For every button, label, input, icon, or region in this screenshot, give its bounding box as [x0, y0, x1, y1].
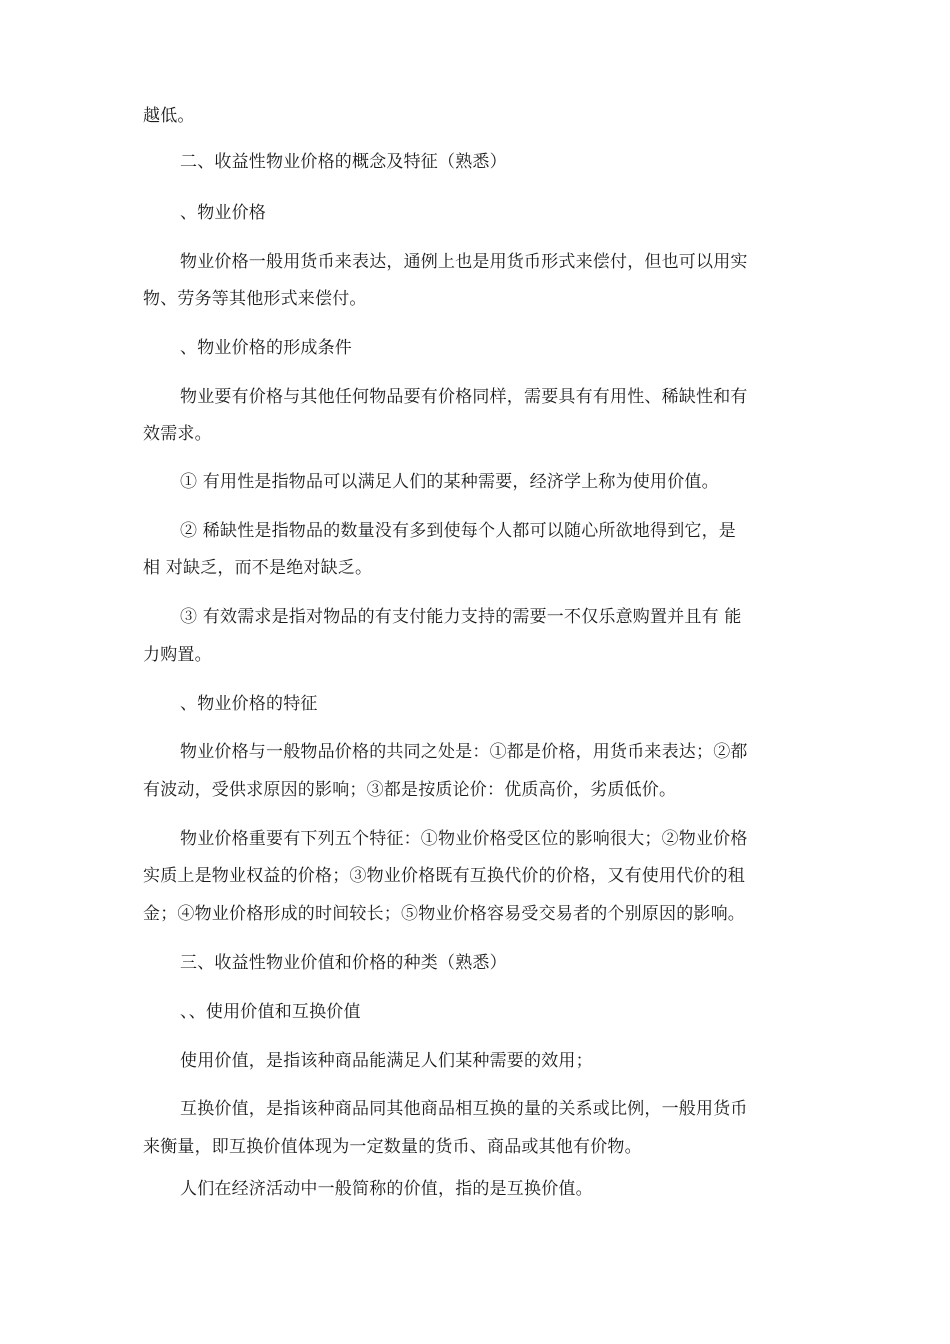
paragraph-line: 来衡量，即互换价值体现为一定数量的货币、商品或其他有价物。 [143, 1137, 642, 1157]
list-item-continuation: 相 对缺乏，而不是绝对缺乏。 [143, 558, 373, 578]
paragraph-line: 互换价值，是指该种商品同其他商品相互换的量的关系或比例，一般用货币 [180, 1099, 748, 1119]
paragraph-line: 物业要有价格与其他任何物品要有价格同样，需要具有有用性、稀缺性和有 [180, 387, 748, 407]
paragraph-line: 物业价格与一般物品价格的共同之处是：①都是价格，用货币来表达；②都 [180, 742, 748, 762]
paragraph-line: 有波动，受供求原因的影响；③都是按质论价：优质高价，劣质低价。 [143, 780, 677, 800]
paragraph-line: 物、劳务等其他形式来偿付。 [143, 289, 367, 309]
list-item: ① 有用性是指物品可以满足人们的某种需要，经济学上称为使用价值。 [180, 472, 719, 492]
section-heading: 三、收益性物业价值和价格的种类（熟悉） [180, 953, 507, 973]
subsection-heading: 、物业价格 [180, 203, 266, 223]
paragraph-line: 物业价格重要有下列五个特征：①物业价格受区位的影响很大；②物业价格 [180, 829, 748, 849]
section-heading: 二、收益性物业价格的概念及特征（熟悉） [180, 152, 507, 172]
subsection-heading: 、物业价格的形成条件 [180, 338, 352, 358]
paragraph-line: 金；④物业价格形成的时间较长；⑤物业价格容易受交易者的个别原因的影响。 [143, 904, 745, 924]
paragraph-line: 使用价值，是指该种商品能满足人们某种需要的效用； [180, 1051, 593, 1071]
paragraph-line: 物业价格一般用货币来表达，通例上也是用货币形式来偿付，但也可以用实 [180, 252, 748, 272]
subsection-heading: 、物业价格的特征 [180, 694, 318, 714]
list-item-continuation: 力购置。 [143, 645, 212, 665]
list-item: ③ 有效需求是指对物品的有支付能力支持的需要一不仅乐意购置并且有 能 [180, 607, 742, 627]
paragraph-line: 人们在经济活动中一般简称的价值，指的是互换价值。 [180, 1179, 593, 1199]
subsection-heading: 、、使用价值和互换价值 [180, 1002, 361, 1022]
paragraph-line: 效需求。 [143, 424, 212, 444]
list-item: ② 稀缺性是指物品的数量没有多到使每个人都可以随心所欲地得到它，是 [180, 521, 737, 541]
text-line: 越低。 [143, 106, 195, 126]
paragraph-line: 实质上是物业权益的价格；③物业价格既有互换代价的价格，又有使用代价的租 [143, 866, 745, 886]
